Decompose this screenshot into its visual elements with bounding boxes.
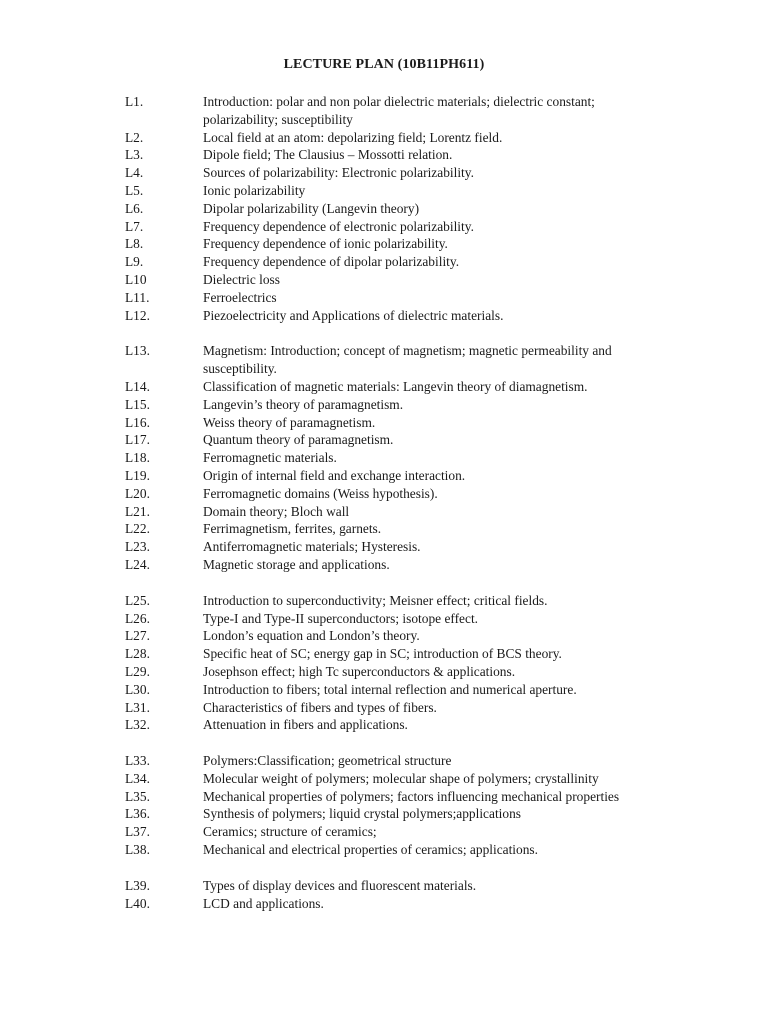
lecture-topic: Polymers:Classification; geometrical structure	[203, 753, 452, 769]
lecture-row	[0, 823, 768, 841]
page-title: LECTURE PLAN (10B11PH611)	[283, 57, 485, 72]
lecture-row	[0, 164, 768, 182]
lecture-number: L31.	[125, 699, 150, 715]
lecture-number: L28.	[125, 646, 150, 662]
lecture-topic: Quantum theory of paramagnetism.	[203, 432, 394, 448]
lecture-number: L5.	[125, 182, 144, 198]
lecture-topic: Types of display devices and fluorescent materials.	[203, 877, 477, 893]
lecture-row	[0, 218, 768, 236]
lecture-topic: Langevin’s theory of paramagnetism.	[203, 396, 404, 412]
lecture-topic: Dipole field; The Clausius – Mossotti relation.	[203, 147, 453, 163]
lecture-number: L4.	[125, 165, 144, 181]
lecture-topic: Specific heat of SC; energy gap in SC; introduction of BCS theory.	[203, 646, 562, 662]
lecture-number: L16.	[125, 414, 150, 430]
lecture-row	[0, 592, 768, 610]
lecture-number: L26.	[125, 610, 150, 626]
lecture-number: L32.	[125, 717, 150, 733]
lecture-number: L8.	[125, 236, 144, 252]
lecture-row	[0, 146, 768, 164]
lecture-number: L23.	[125, 539, 150, 555]
lecture-row	[0, 788, 768, 806]
lecture-number: L2.	[125, 129, 144, 145]
lecture-number: L24.	[125, 556, 150, 572]
lecture-number: L22.	[125, 521, 150, 537]
lecture-number: L36.	[125, 806, 150, 822]
lecture-row	[0, 895, 768, 913]
lecture-row	[0, 396, 768, 414]
lecture-number: L17.	[125, 432, 150, 448]
lecture-number: L25.	[125, 592, 150, 608]
lecture-topic: Magnetism: Introduction; concept of magnetism; magnetic permeability and susceptibility.	[203, 343, 612, 377]
lecture-topic: Introduction: polar and non polar dielectric materials; dielectric constant; polarizability; susceptibility	[203, 94, 595, 127]
lecture-number: L3.	[125, 147, 144, 163]
lecture-number: L1.	[125, 94, 144, 109]
lecture-topic: Ceramics; structure of ceramics;	[203, 824, 377, 840]
lecture-number: L19.	[125, 467, 150, 483]
lecture-topic: Mechanical properties of polymers; factors influencing mechanical properties	[203, 788, 620, 804]
lecture-row	[0, 378, 768, 396]
lecture-number: L30.	[125, 681, 150, 697]
lecture-number: L21.	[125, 503, 150, 519]
lecture-topic: Attenuation in fibers and applications.	[203, 717, 408, 733]
lecture-row	[0, 520, 768, 538]
lecture-row	[0, 253, 768, 271]
lecture-topic: Ionic polarizability	[203, 182, 306, 198]
lecture-topic: Type-I and Type-II superconductors; isotope effect.	[203, 610, 479, 626]
lecture-row	[0, 681, 768, 699]
lecture-topic: Mechanical and electrical properties of ceramics; applications.	[203, 842, 538, 858]
lecture-topic: LCD and applications.	[203, 895, 324, 911]
lecture-topic: Magnetic storage and applications.	[203, 556, 390, 572]
lecture-number: L13.	[125, 343, 150, 359]
lecture-row	[0, 610, 768, 628]
lecture-row	[0, 841, 768, 859]
lecture-topic: Ferromagnetic materials.	[203, 450, 337, 466]
lecture-topic: Weiss theory of paramagnetism.	[203, 414, 376, 430]
lecture-topic: Synthesis of polymers; liquid crystal polymers;applications	[203, 806, 521, 822]
lecture-topic: London’s equation and London’s theory.	[203, 628, 420, 644]
lecture-number: L35.	[125, 788, 150, 804]
lecture-topic: Piezoelectricity and Applications of dielectric materials.	[203, 307, 504, 323]
lecture-number: L37.	[125, 824, 150, 840]
lecture-number: L34.	[125, 770, 150, 786]
lecture-number: L6.	[125, 200, 144, 216]
lecture-row	[0, 200, 768, 218]
lecture-topic: Introduction to fibers; total internal reflection and numerical aperture.	[203, 681, 577, 697]
lecture-topic: Molecular weight of polymers; molecular shape of polymers; crystallinity	[203, 770, 599, 786]
lecture-row	[0, 645, 768, 663]
lecture-topic: Characteristics of fibers and types of fibers.	[203, 699, 437, 715]
lecture-topic: Antiferromagnetic materials; Hysteresis.	[203, 539, 421, 555]
lecture-row	[0, 449, 768, 467]
lecture-row	[0, 271, 768, 289]
lecture-row	[0, 182, 768, 200]
lecture-topic: Josephson effect; high Tc superconductors & applications.	[203, 663, 516, 679]
lecture-topic: Dielectric loss	[203, 271, 280, 287]
lecture-number: L7.	[125, 218, 144, 234]
lecture-number: L10	[125, 271, 147, 287]
lecture-number: L9.	[125, 254, 144, 270]
lecture-row	[0, 93, 768, 129]
lecture-number: L27.	[125, 628, 150, 644]
lecture-number: L15.	[125, 396, 150, 412]
lecture-row	[0, 307, 768, 325]
lecture-row	[0, 770, 768, 788]
lecture-number: L29.	[125, 663, 150, 679]
lecture-topic: Local field at an atom: depolarizing field; Lorentz field.	[203, 129, 503, 145]
lecture-row	[0, 467, 768, 485]
lecture-topic: Classification of magnetic materials: Langevin theory of diamagnetism.	[203, 378, 588, 394]
lecture-row	[0, 485, 768, 503]
lecture-topic: Ferrimagnetism, ferrites, garnets.	[203, 521, 382, 537]
lecture-number: L40.	[125, 895, 150, 911]
lecture-row	[0, 235, 768, 253]
lecture-row	[0, 431, 768, 449]
lecture-number: L11.	[125, 289, 150, 305]
lecture-topic: Frequency dependence of ionic polarizability.	[203, 236, 448, 252]
lecture-row	[0, 556, 768, 574]
lecture-row	[0, 289, 768, 307]
lecture-topic: Introduction to superconductivity; Meisner effect; critical fields.	[203, 592, 548, 608]
lecture-topic: Domain theory; Bloch wall	[203, 503, 350, 519]
lecture-topic: Sources of polarizability: Electronic polarizability.	[203, 165, 474, 181]
lecture-row	[0, 805, 768, 823]
lecture-number: L20.	[125, 485, 150, 501]
lecture-row	[0, 538, 768, 556]
lecture-list	[0, 93, 768, 912]
lecture-row	[0, 627, 768, 645]
lecture-number: L14.	[125, 378, 150, 394]
lecture-row	[0, 342, 768, 378]
lecture-topic: Origin of internal field and exchange interaction.	[203, 467, 466, 483]
lecture-row	[0, 503, 768, 521]
lecture-number: L39.	[125, 877, 150, 893]
lecture-topic: Ferroelectrics	[203, 289, 277, 305]
lecture-topic: Ferromagnetic domains (Weiss hypothesis).	[203, 485, 438, 501]
lecture-row	[0, 752, 768, 770]
lecture-topic: Dipolar polarizability (Langevin theory)	[203, 200, 420, 216]
lecture-row	[0, 414, 768, 432]
lecture-number: L18.	[125, 450, 150, 466]
lecture-number: L33.	[125, 753, 150, 769]
lecture-row	[0, 663, 768, 681]
lecture-number: L12.	[125, 307, 150, 323]
lecture-row	[0, 877, 768, 895]
lecture-row	[0, 716, 768, 734]
lecture-row	[0, 129, 768, 147]
lecture-number: L38.	[125, 842, 150, 858]
lecture-topic: Frequency dependence of electronic polarizability.	[203, 218, 474, 234]
lecture-row	[0, 699, 768, 717]
lecture-topic: Frequency dependence of dipolar polarizability.	[203, 254, 460, 270]
